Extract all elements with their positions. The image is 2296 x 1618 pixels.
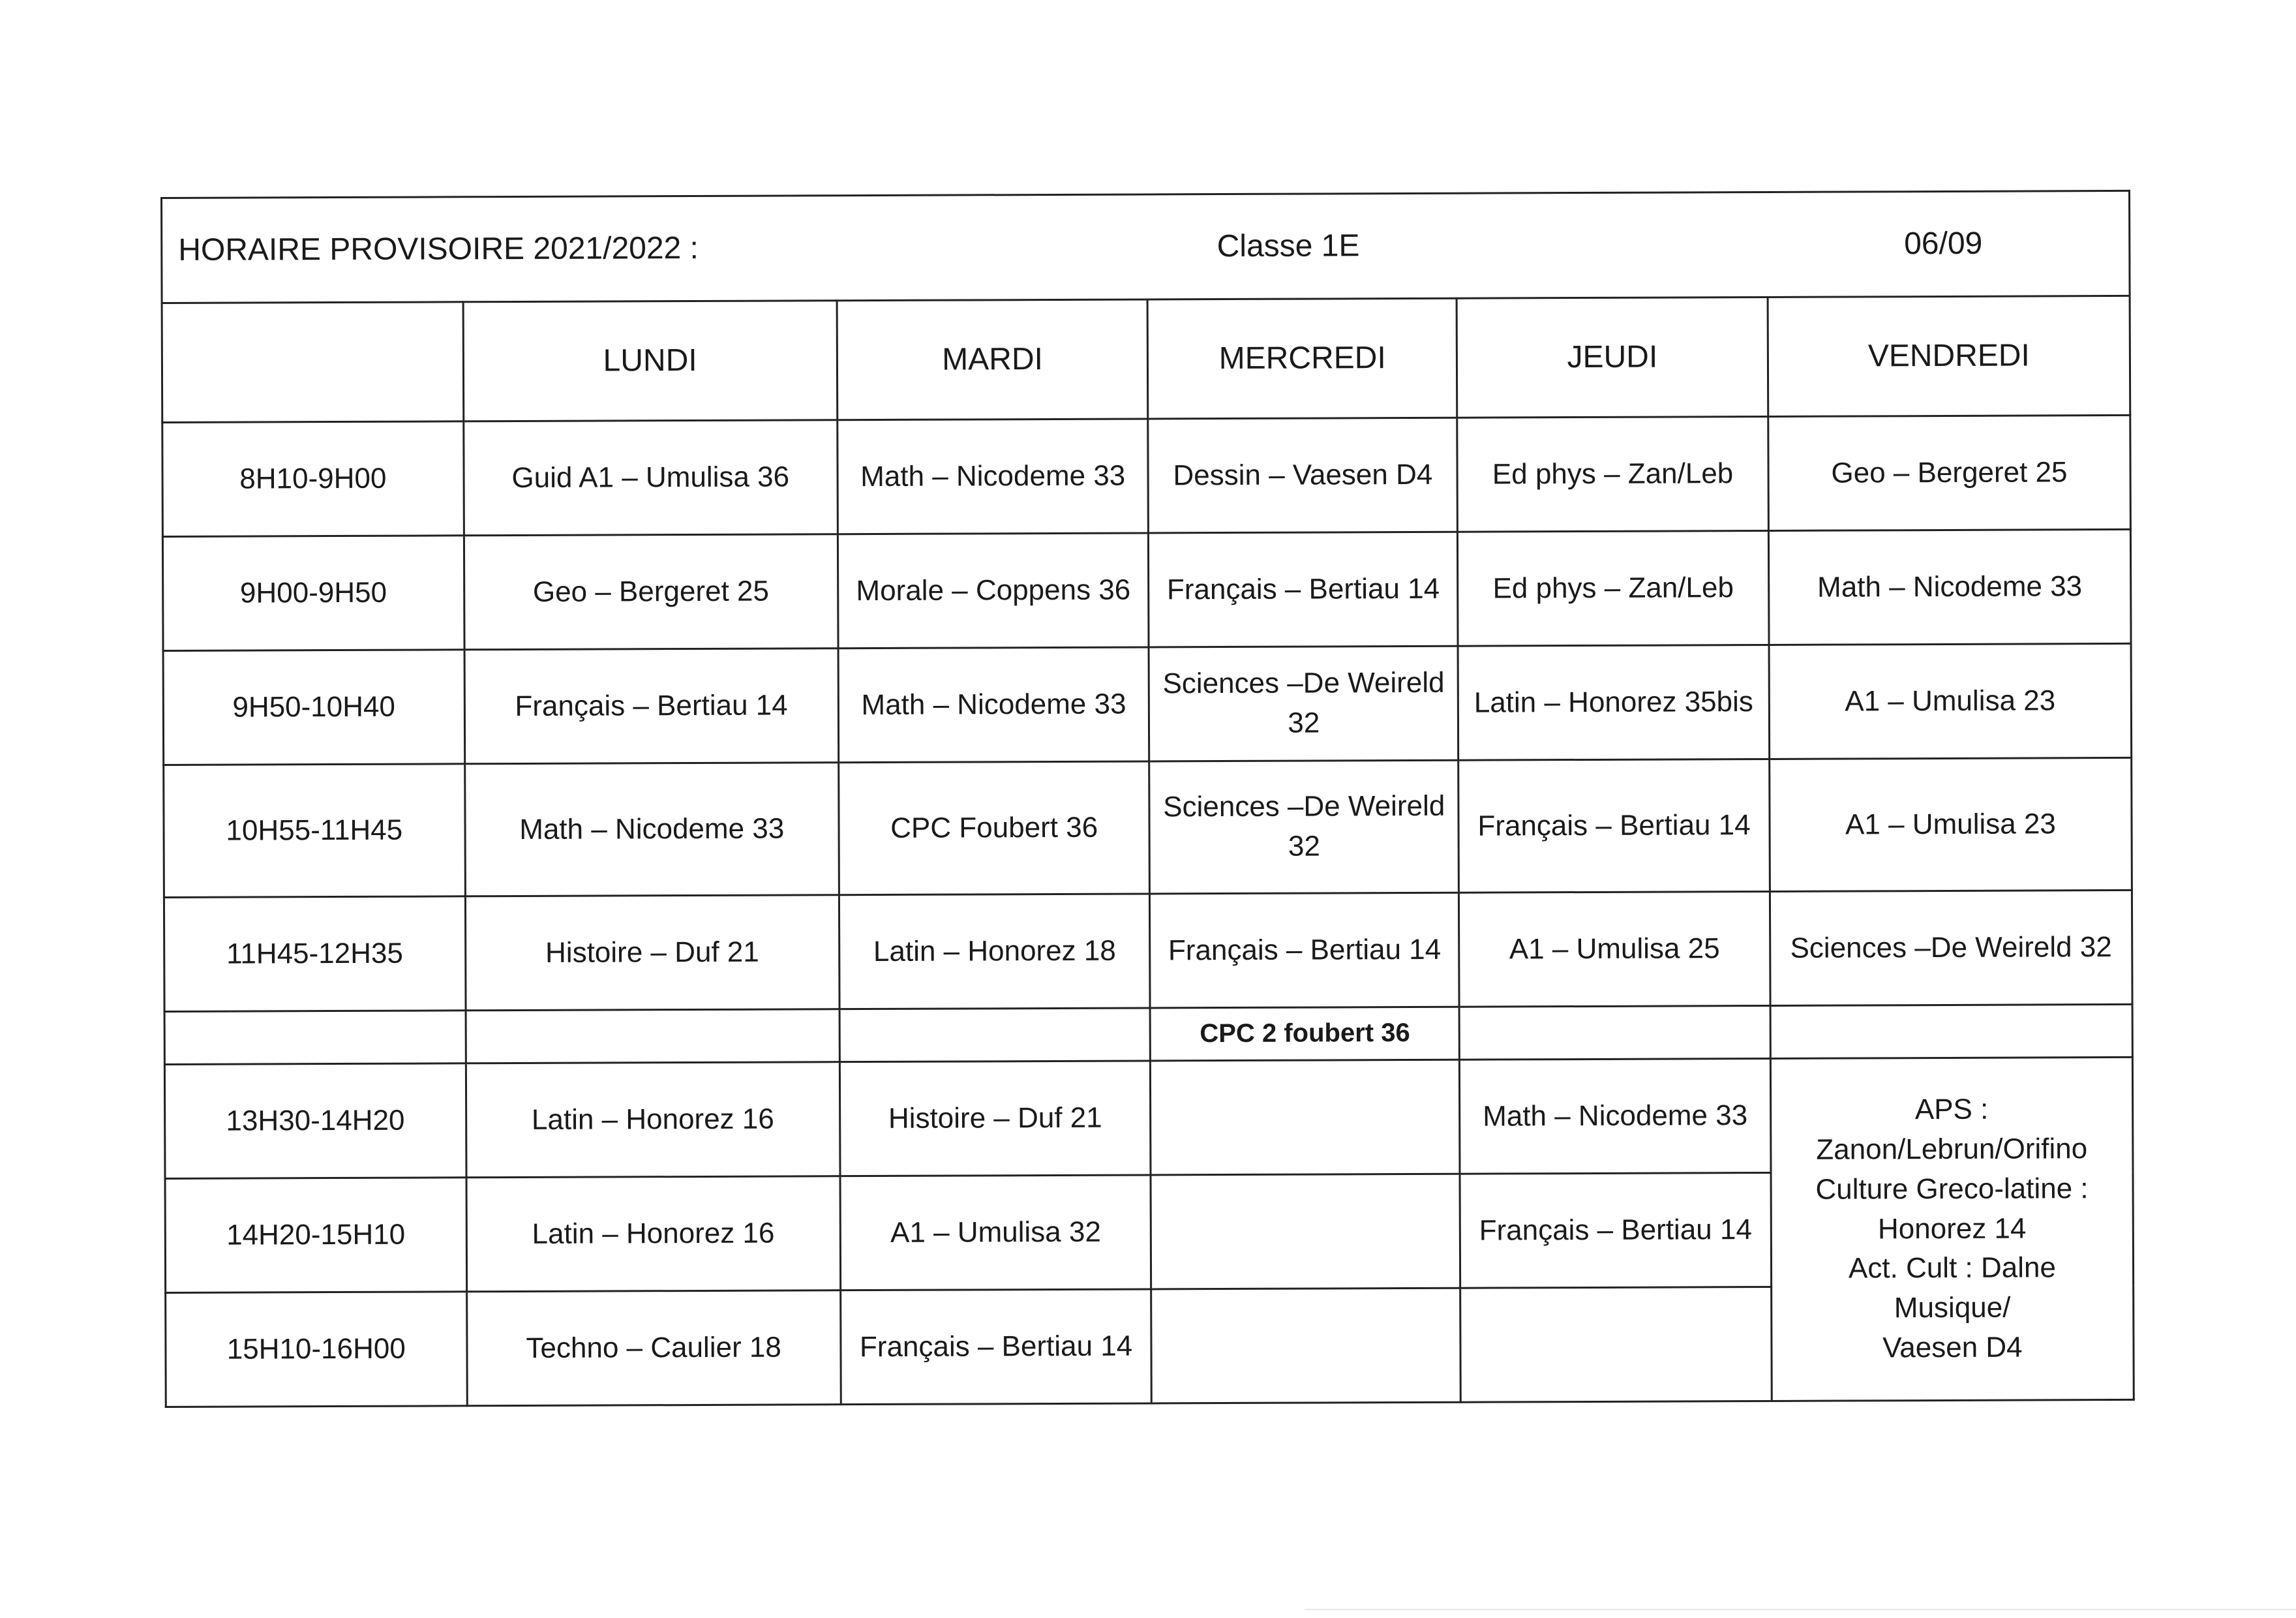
day-header-lundi: LUNDI bbox=[463, 301, 838, 421]
day-header-jeudi: JEUDI bbox=[1457, 297, 1768, 418]
course-cell: Français – Bertiau 14 bbox=[1149, 532, 1458, 647]
course-cell: Math – Nicodeme 33 bbox=[838, 647, 1149, 763]
class-label: Classe 1E bbox=[1216, 228, 1360, 264]
course-cell: Sciences –De Weireld 32 bbox=[1149, 760, 1458, 894]
course-cell: Math – Nicodeme 33 bbox=[464, 763, 839, 896]
title-row bbox=[162, 191, 2130, 303]
time-slot-row bbox=[164, 890, 2132, 1011]
course-cell bbox=[1151, 1060, 1460, 1175]
course-cell: A1 – Umulisa 23 bbox=[1769, 757, 2132, 891]
schedule-table bbox=[160, 190, 2135, 1408]
time-slot: 11H45-12H35 bbox=[164, 896, 465, 1012]
course-cell: Math – Nicodeme 33 bbox=[838, 419, 1149, 534]
timetable-sheet bbox=[160, 190, 2134, 1366]
time-slot-row bbox=[162, 529, 2131, 650]
title-cell bbox=[162, 191, 2130, 303]
course-cell: Geo – Bergeret 25 bbox=[1768, 415, 2131, 530]
course-cell: Sciences –De Weireld 32 bbox=[1770, 890, 2132, 1005]
time-slot-row bbox=[164, 757, 2132, 897]
course-cell: CPC 2 foubert 36 bbox=[1151, 1007, 1460, 1061]
time-slot: 14H20-15H10 bbox=[165, 1178, 466, 1293]
empty-cell bbox=[1459, 1005, 1770, 1060]
course-cell: Français – Bertiau 14 bbox=[840, 1289, 1151, 1405]
course-cell bbox=[1151, 1174, 1460, 1289]
course-cell: Guid A1 – Umulisa 36 bbox=[463, 420, 838, 536]
activity-line: Vaesen D4 bbox=[1882, 1331, 2023, 1364]
course-cell: Morale – Coppens 36 bbox=[838, 533, 1149, 649]
course-cell: Latin – Honorez 18 bbox=[839, 894, 1150, 1009]
course-cell: CPC Foubert 36 bbox=[838, 761, 1149, 895]
course-cell: Ed phys – Zan/Leb bbox=[1457, 416, 1768, 532]
empty-cell bbox=[1770, 1004, 2132, 1058]
course-cell: Ed phys – Zan/Leb bbox=[1458, 530, 1769, 646]
day-header-mardi: MARDI bbox=[837, 299, 1148, 420]
time-slot: 9H00-9H50 bbox=[162, 536, 464, 651]
course-cell: Sciences –De Weireld 32 bbox=[1149, 646, 1458, 761]
time-slot-row bbox=[162, 415, 2131, 536]
lunch-break-row bbox=[164, 1004, 2132, 1064]
course-cell: Geo – Bergeret 25 bbox=[464, 534, 838, 650]
course-cell: Math – Nicodeme 33 bbox=[1460, 1058, 1771, 1174]
empty-cell bbox=[839, 1008, 1151, 1062]
empty-cell bbox=[164, 1011, 466, 1065]
course-cell: Techno – Caulier 18 bbox=[466, 1290, 841, 1406]
time-slot: 9H50-10H40 bbox=[163, 650, 464, 765]
time-slot: 10H55-11H45 bbox=[164, 764, 465, 898]
course-cell bbox=[1151, 1288, 1460, 1403]
time-slot: 8H10-9H00 bbox=[162, 421, 464, 537]
course-cell: Math – Nicodeme 33 bbox=[1768, 529, 2131, 645]
course-cell bbox=[1460, 1287, 1772, 1402]
day-header-mercredi: MERCREDI bbox=[1148, 298, 1457, 419]
course-cell: A1 – Umulisa 25 bbox=[1459, 891, 1770, 1007]
course-cell: Latin – Honorez 35bis bbox=[1458, 645, 1769, 760]
day-header-vendredi: VENDREDI bbox=[1768, 296, 2130, 416]
course-cell: Français – Bertiau 14 bbox=[1458, 759, 1770, 893]
course-cell: Latin – Honorez 16 bbox=[466, 1176, 841, 1292]
scan-edge-line bbox=[1305, 1609, 2296, 1610]
day-header-row bbox=[162, 296, 2130, 422]
time-slot-row bbox=[163, 643, 2132, 765]
activity-line: Zanon/Lebrun/Orifino bbox=[1816, 1133, 2088, 1166]
course-cell: Latin – Honorez 16 bbox=[466, 1062, 840, 1178]
activity-line: Act. Cult : Dalne bbox=[1848, 1251, 2056, 1285]
course-cell: Français – Bertiau 14 bbox=[1460, 1172, 1771, 1288]
time-slot-row bbox=[164, 1057, 2133, 1178]
time-slot: 15H10-16H00 bbox=[166, 1292, 467, 1407]
course-cell: Français – Bertiau 14 bbox=[464, 649, 839, 764]
time-slot: 13H30-14H20 bbox=[164, 1063, 466, 1179]
activity-line: Culture Greco-latine : bbox=[1815, 1172, 2089, 1206]
activity-line: Honorez 14 bbox=[1877, 1212, 2027, 1245]
course-cell: A1 – Umulisa 23 bbox=[1769, 643, 2132, 759]
corner-cell bbox=[162, 302, 463, 423]
activity-line: Musique/ bbox=[1894, 1291, 2011, 1324]
course-cell: A1 – Umulisa 32 bbox=[840, 1175, 1151, 1290]
activity-line: APS : bbox=[1914, 1093, 1989, 1126]
course-cell: Histoire – Duf 21 bbox=[465, 895, 839, 1011]
schedule-date: 06/09 bbox=[1904, 226, 1983, 262]
course-cell: Dessin – Vaesen D4 bbox=[1148, 418, 1457, 533]
course-cell: Histoire – Duf 21 bbox=[839, 1061, 1151, 1176]
schedule-title: HORAIRE PROVISOIRE 2021/2022 : bbox=[178, 230, 699, 267]
empty-cell bbox=[466, 1009, 840, 1063]
vendredi-afternoon-cell bbox=[1770, 1057, 2134, 1401]
course-cell: Français – Bertiau 14 bbox=[1150, 893, 1459, 1008]
